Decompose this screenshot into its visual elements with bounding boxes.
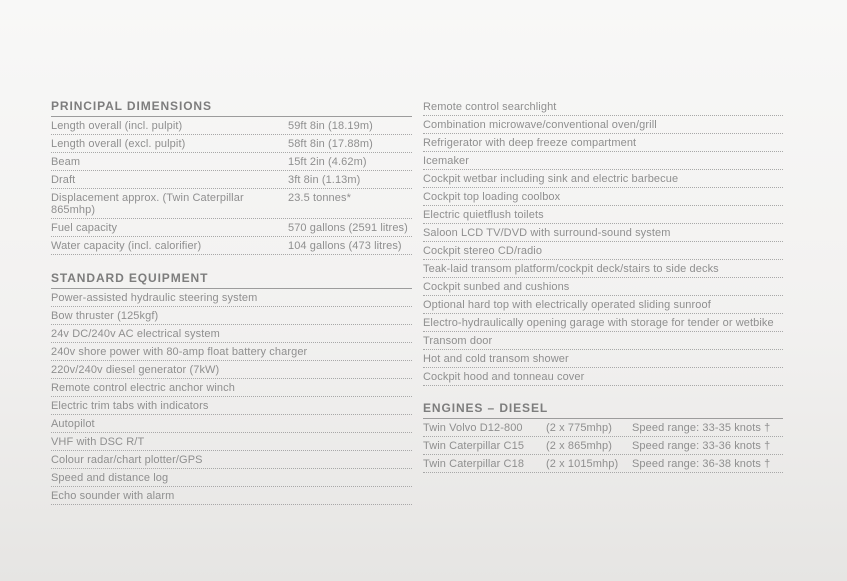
- equipment-item: [423, 332, 783, 350]
- dimension-value: 104 gallons (473 litres): [288, 240, 402, 252]
- dimension-label: Draft: [51, 174, 76, 186]
- equipment-item-label: Hot and cold transom shower: [423, 353, 569, 365]
- dimension-label: Length overall (excl. pulpit): [51, 138, 186, 150]
- equipment-item: [423, 206, 783, 224]
- equipment-item-label: Power-assisted hydraulic steering system: [51, 292, 258, 304]
- equipment-item-label: Cockpit hood and tonneau cover: [423, 371, 585, 383]
- equipment-item-label: Echo sounder with alarm: [51, 490, 175, 502]
- dimension-row: [51, 117, 412, 135]
- dimension-value: 570 gallons (2591 litres): [288, 222, 408, 234]
- dimension-value: 58ft 8in (17.88m): [288, 138, 373, 150]
- equipment-item-label: Colour radar/chart plotter/GPS: [51, 454, 203, 466]
- equipment-item: [51, 397, 412, 415]
- equipment-item: [423, 278, 783, 296]
- equipment-item-label: 24v DC/240v AC electrical system: [51, 328, 220, 340]
- equipment-item: [423, 314, 783, 332]
- engine-row: [423, 437, 783, 455]
- principal-dimensions-title: PRINCIPAL DIMENSIONS: [51, 100, 412, 117]
- equipment-item: [423, 296, 783, 314]
- equipment-item-label: Electric trim tabs with indicators: [51, 400, 209, 412]
- equipment-item: [51, 289, 412, 307]
- equipment-item: [51, 433, 412, 451]
- left-column: [51, 100, 412, 505]
- equipment-item-label: Electro-hydraulically opening garage with storage for tender or wetbike: [423, 317, 774, 329]
- dimension-value: 15ft 2in (4.62m): [288, 156, 367, 168]
- equipment-item: [51, 379, 412, 397]
- dimension-row: [51, 135, 412, 153]
- equipment-item: [423, 100, 783, 116]
- dimension-row: [51, 189, 412, 219]
- equipment-item-label: Autopilot: [51, 418, 95, 430]
- equipment-item: [423, 260, 783, 278]
- equipment-item-label: Cockpit top loading coolbox: [423, 191, 561, 203]
- dimension-value: 59ft 8in (18.19m): [288, 120, 373, 132]
- spec-sheet-page: [51, 100, 783, 505]
- dimension-label: Fuel capacity: [51, 222, 118, 234]
- dimension-value: 3ft 8in (1.13m): [288, 174, 361, 186]
- equipment-item-label: Cockpit stereo CD/radio: [423, 245, 543, 257]
- equipment-item: [51, 451, 412, 469]
- equipment-item: [423, 188, 783, 206]
- engine-speed-range: Speed range: 33-35 knots †: [632, 422, 771, 434]
- equipment-item-label: Icemaker: [423, 155, 470, 167]
- engines-section: [423, 402, 783, 473]
- engine-speed-range: Speed range: 36-38 knots †: [632, 458, 771, 470]
- engine-model: Twin Caterpillar C15: [423, 440, 525, 452]
- equipment-item: [51, 307, 412, 325]
- engine-power: (2 x 775mhp): [546, 422, 613, 434]
- equipment-item: [423, 224, 783, 242]
- engine-power: (2 x 865mhp): [546, 440, 613, 452]
- equipment-item-label: 220v/240v diesel generator (7kW): [51, 364, 220, 376]
- engine-speed-range: Speed range: 33-36 knots †: [632, 440, 771, 452]
- equipment-item: [423, 170, 783, 188]
- equipment-item: [423, 134, 783, 152]
- equipment-item-label: Saloon LCD TV/DVD with surround-sound system: [423, 227, 671, 239]
- equipment-item: [423, 242, 783, 260]
- dimension-row: [51, 237, 412, 255]
- standard-equipment-continued-section: [423, 100, 783, 386]
- dimension-value: 23.5 tonnes*: [288, 192, 351, 204]
- equipment-item-label: Bow thruster (125kgf): [51, 310, 159, 322]
- right-column: [423, 100, 783, 505]
- equipment-item-label: Refrigerator with deep freeze compartment: [423, 137, 637, 149]
- equipment-item-label: Remote control electric anchor winch: [51, 382, 235, 394]
- equipment-item-label: Cockpit wetbar including sink and electric barbecue: [423, 173, 679, 185]
- engine-row: [423, 419, 783, 437]
- dimension-row: [51, 171, 412, 189]
- dimension-row: [51, 219, 412, 237]
- equipment-item: [51, 343, 412, 361]
- dimension-label: Beam: [51, 156, 81, 168]
- equipment-item: [423, 350, 783, 368]
- principal-dimensions-section: [51, 100, 412, 255]
- dimension-row: [51, 153, 412, 171]
- equipment-item-label: Remote control searchlight: [423, 101, 557, 113]
- equipment-item-label: 240v shore power with 80-amp float battery charger: [51, 346, 308, 358]
- equipment-item-label: VHF with DSC R/T: [51, 436, 145, 448]
- equipment-item: [51, 325, 412, 343]
- equipment-item: [423, 116, 783, 134]
- equipment-item-label: Combination microwave/conventional oven/grill: [423, 119, 657, 131]
- dimension-label: Displacement approx. (Twin Caterpillar 865mhp): [51, 192, 244, 216]
- standard-equipment-title: STANDARD EQUIPMENT: [51, 272, 412, 289]
- equipment-item-label: Electric quietflush toilets: [423, 209, 544, 221]
- equipment-item: [51, 469, 412, 487]
- dimension-label: Length overall (incl. pulpit): [51, 120, 183, 132]
- equipment-item-label: Transom door: [423, 335, 493, 347]
- equipment-item: [51, 487, 412, 505]
- standard-equipment-section: [51, 272, 412, 505]
- engines-title: ENGINES – DIESEL: [423, 402, 783, 419]
- equipment-item-label: Optional hard top with electrically operated sliding sunroof: [423, 299, 711, 311]
- engine-row: [423, 455, 783, 473]
- equipment-item: [51, 415, 412, 433]
- equipment-item: [51, 361, 412, 379]
- engine-model: Twin Caterpillar C18: [423, 458, 525, 470]
- dimension-label: Water capacity (incl. calorifier): [51, 240, 202, 252]
- engine-power: (2 x 1015mhp): [546, 458, 619, 470]
- equipment-item-label: Speed and distance log: [51, 472, 169, 484]
- equipment-item: [423, 152, 783, 170]
- equipment-item: [423, 368, 783, 386]
- equipment-item-label: Cockpit sunbed and cushions: [423, 281, 570, 293]
- equipment-item-label: Teak-laid transom platform/cockpit deck/stairs to side decks: [423, 263, 719, 275]
- engine-model: Twin Volvo D12-800: [423, 422, 523, 434]
